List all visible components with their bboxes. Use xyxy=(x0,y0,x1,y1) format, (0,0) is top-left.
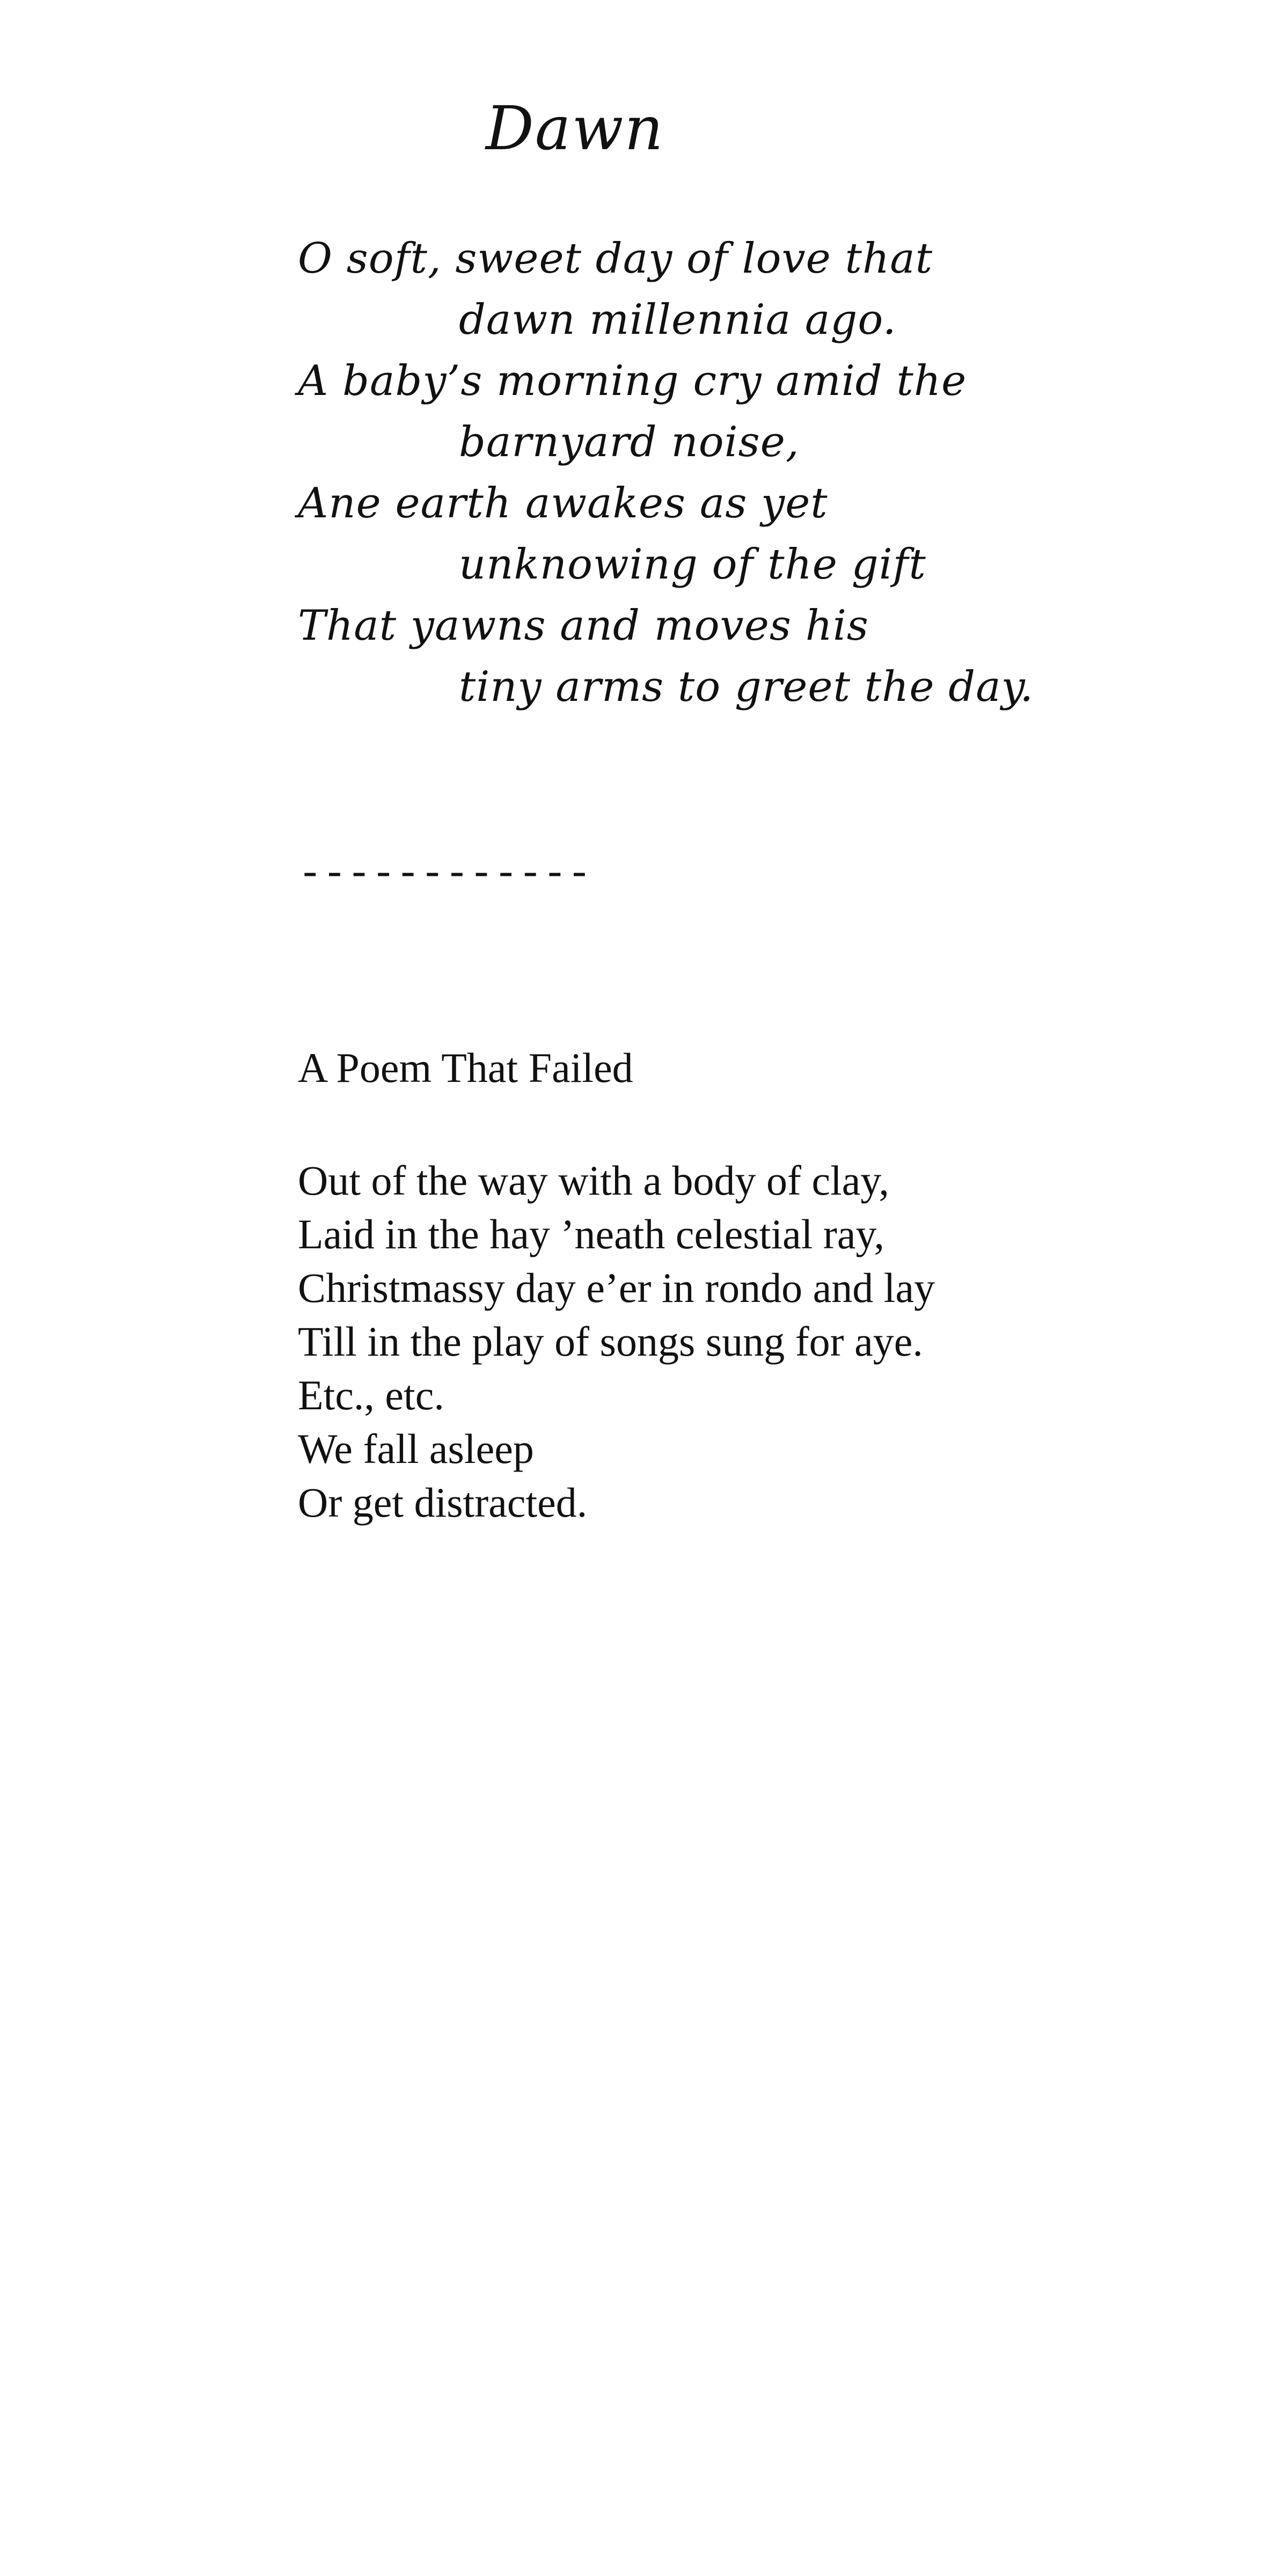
poem-line: barnyard noise, xyxy=(459,418,800,466)
poem-line: Laid in the hay ’neath celestial ray, xyxy=(298,1211,884,1257)
poem-line: tiny arms to greet the day. xyxy=(459,663,1034,711)
poem-line: unknowing of the gift xyxy=(459,540,926,589)
poem-body-failed xyxy=(298,1154,1210,1529)
poem-line: dawn millennia ago. xyxy=(459,296,897,344)
poem-title-failed: A Poem That Failed xyxy=(298,1044,633,1091)
poem-line: That yawns and moves his xyxy=(298,602,869,650)
poem-line: Christmassy day e’er in rondo and lay xyxy=(298,1264,935,1311)
poem-body-dawn xyxy=(298,228,1103,718)
poem-line: O soft, sweet day of love that xyxy=(298,235,933,283)
section-divider: ------------ xyxy=(298,852,592,898)
poem-line: A baby’s morning cry amid the xyxy=(298,357,967,405)
poem-title-dawn: Dawn xyxy=(486,94,664,164)
poem-line: Etc., etc. xyxy=(298,1372,444,1418)
poem-line: Or get distracted. xyxy=(298,1479,588,1526)
poem-line: Ane earth awakes as yet xyxy=(298,479,828,528)
poem-line: Till in the play of songs sung for aye. xyxy=(298,1318,923,1365)
poem-line: Out of the way with a body of clay, xyxy=(298,1157,889,1204)
poem-line: We fall asleep xyxy=(298,1425,534,1472)
